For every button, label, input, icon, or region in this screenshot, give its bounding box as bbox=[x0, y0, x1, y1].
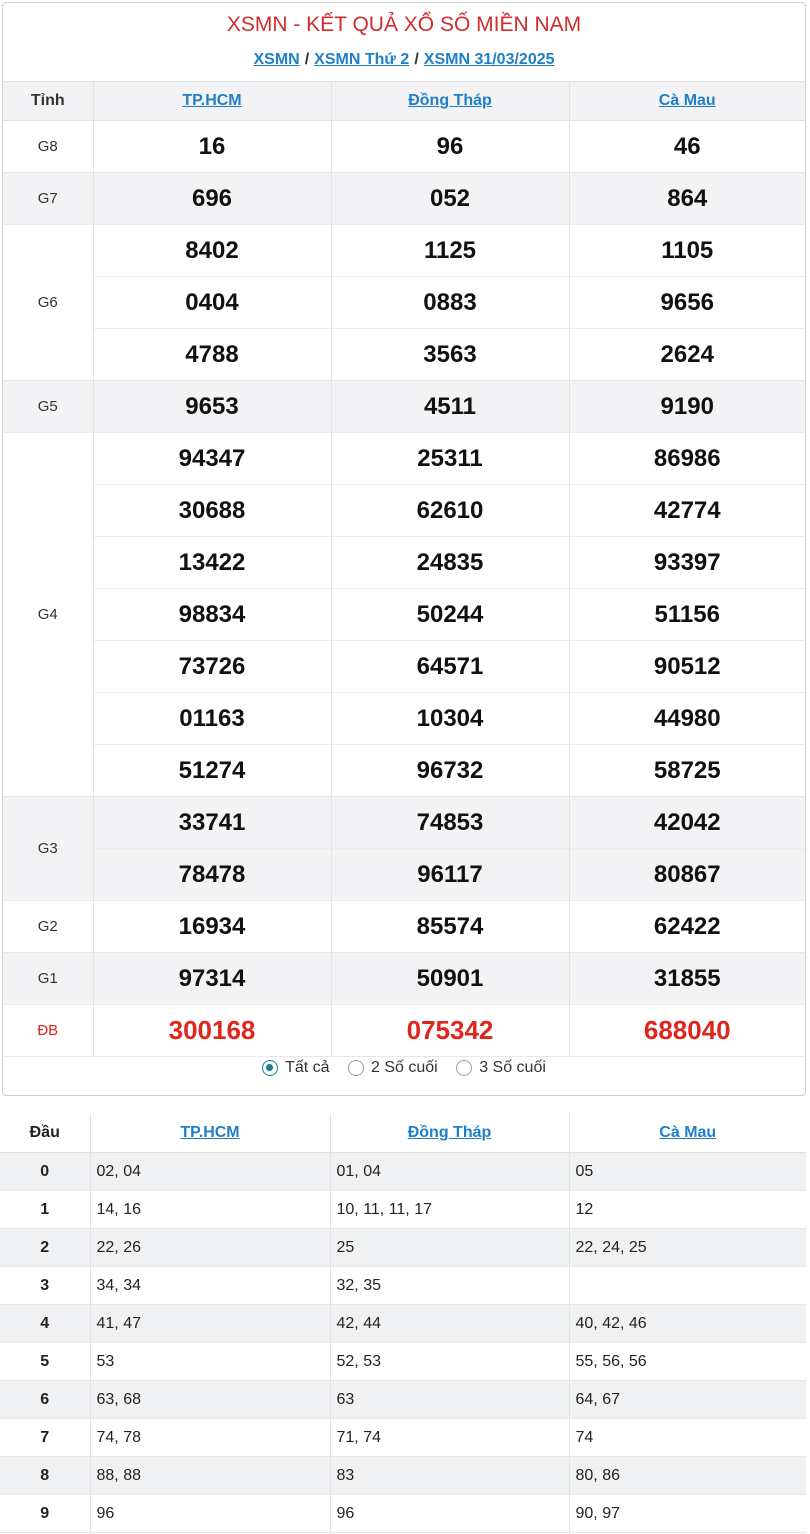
prize-label: G3 bbox=[3, 797, 93, 901]
head-digit: 9 bbox=[0, 1495, 90, 1533]
results-row bbox=[3, 693, 805, 745]
filter-label: 2 Số cuối bbox=[371, 1059, 438, 1076]
head-row bbox=[0, 1191, 806, 1229]
results-row bbox=[3, 1005, 805, 1057]
result-number: 51274 bbox=[93, 745, 331, 797]
result-number: 64571 bbox=[331, 641, 569, 693]
prize-label: G7 bbox=[3, 173, 93, 225]
result-number: 42042 bbox=[569, 797, 805, 849]
results-header-province bbox=[569, 82, 805, 121]
tail-numbers: 88, 88 bbox=[90, 1457, 330, 1495]
head-row bbox=[0, 1229, 806, 1267]
breadcrumb-separator: / bbox=[414, 51, 419, 68]
tail-numbers: 40, 42, 46 bbox=[569, 1305, 806, 1343]
results-row bbox=[3, 121, 805, 173]
tail-numbers: 22, 24, 25 bbox=[569, 1229, 806, 1267]
tail-numbers: 10, 11, 11, 17 bbox=[330, 1191, 569, 1229]
tail-numbers: 63, 68 bbox=[90, 1381, 330, 1419]
heads-header-head: Đầu bbox=[0, 1114, 90, 1153]
heads-body bbox=[0, 1153, 806, 1533]
radio-unchecked-icon[interactable] bbox=[348, 1060, 364, 1076]
result-number: 42774 bbox=[569, 485, 805, 537]
result-number: 0404 bbox=[93, 277, 331, 329]
tail-numbers: 01, 04 bbox=[330, 1153, 569, 1191]
filter-last-2[interactable] bbox=[348, 1059, 438, 1077]
head-row bbox=[0, 1457, 806, 1495]
breadcrumb-separator: / bbox=[304, 51, 310, 68]
head-digit: 7 bbox=[0, 1419, 90, 1457]
result-number: 25311 bbox=[331, 433, 569, 485]
head-row bbox=[0, 1153, 806, 1191]
result-number: 8402 bbox=[93, 225, 331, 277]
results-header-prize: Tỉnh bbox=[3, 82, 93, 121]
result-number: 62610 bbox=[331, 485, 569, 537]
result-number: 2624 bbox=[569, 329, 805, 381]
result-number: 73726 bbox=[93, 641, 331, 693]
tail-numbers: 74 bbox=[569, 1419, 806, 1457]
result-number: 052 bbox=[331, 173, 569, 225]
result-number: 98834 bbox=[93, 589, 331, 641]
result-number: 300168 bbox=[93, 1005, 331, 1057]
head-digit: 8 bbox=[0, 1457, 90, 1495]
results-row bbox=[3, 745, 805, 797]
result-number: 93397 bbox=[569, 537, 805, 589]
head-digit: 1 bbox=[0, 1191, 90, 1229]
result-number: 44980 bbox=[569, 693, 805, 745]
prize-label: G4 bbox=[3, 433, 93, 797]
tail-numbers: 55, 56, 56 bbox=[569, 1343, 806, 1381]
breadcrumb-xsmn-weekday[interactable]: XSMN Thứ 2 bbox=[314, 51, 410, 68]
result-number: 33741 bbox=[93, 797, 331, 849]
results-row bbox=[3, 225, 805, 277]
tail-numbers: 52, 53 bbox=[330, 1343, 569, 1381]
tail-numbers: 96 bbox=[330, 1495, 569, 1533]
results-row bbox=[3, 537, 805, 589]
prize-label: G2 bbox=[3, 901, 93, 953]
result-number: 16934 bbox=[93, 901, 331, 953]
breadcrumb-xsmn[interactable]: XSMN bbox=[253, 51, 300, 68]
filter-all[interactable] bbox=[262, 1059, 329, 1077]
result-number: 9653 bbox=[93, 381, 331, 433]
tail-numbers: 25 bbox=[330, 1229, 569, 1267]
tail-numbers: 34, 34 bbox=[90, 1267, 330, 1305]
result-number: 0883 bbox=[331, 277, 569, 329]
prize-label: G8 bbox=[3, 121, 93, 173]
heads-province-link-ca-mau[interactable]: Cà Mau bbox=[659, 1124, 717, 1141]
head-digit: 2 bbox=[0, 1229, 90, 1267]
head-digit: 5 bbox=[0, 1343, 90, 1381]
result-number: 50901 bbox=[331, 953, 569, 1005]
head-digit: 4 bbox=[0, 1305, 90, 1343]
result-number: 96732 bbox=[331, 745, 569, 797]
results-row bbox=[3, 485, 805, 537]
head-row bbox=[0, 1381, 806, 1419]
results-row bbox=[3, 381, 805, 433]
prize-label: G5 bbox=[3, 381, 93, 433]
head-row bbox=[0, 1343, 806, 1381]
result-number: 80867 bbox=[569, 849, 805, 901]
result-number: 96117 bbox=[331, 849, 569, 901]
result-number: 13422 bbox=[93, 537, 331, 589]
province-link-dong-thap[interactable]: Đồng Tháp bbox=[408, 92, 492, 109]
tail-numbers: 14, 16 bbox=[90, 1191, 330, 1229]
result-number: 97314 bbox=[93, 953, 331, 1005]
prize-label: G6 bbox=[3, 225, 93, 381]
tail-numbers bbox=[569, 1267, 806, 1305]
filter-label: Tất cả bbox=[285, 1059, 330, 1076]
head-row bbox=[0, 1267, 806, 1305]
breadcrumb-xsmn-date[interactable]: XSMN 31/03/2025 bbox=[423, 51, 555, 68]
tail-numbers: 53 bbox=[90, 1343, 330, 1381]
tail-numbers: 71, 74 bbox=[330, 1419, 569, 1457]
prize-label: ĐB bbox=[3, 1005, 93, 1057]
results-header-province bbox=[93, 82, 331, 121]
head-digit: 0 bbox=[0, 1153, 90, 1191]
result-number: 688040 bbox=[569, 1005, 805, 1057]
heads-province-link-dong-thap[interactable]: Đồng Tháp bbox=[407, 1124, 492, 1141]
tail-numbers: 96 bbox=[90, 1495, 330, 1533]
result-number: 78478 bbox=[93, 849, 331, 901]
prize-label: G1 bbox=[3, 953, 93, 1005]
results-row bbox=[3, 641, 805, 693]
result-number: 4788 bbox=[93, 329, 331, 381]
tail-numbers: 41, 47 bbox=[90, 1305, 330, 1343]
result-number: 31855 bbox=[569, 953, 805, 1005]
results-row bbox=[3, 329, 805, 381]
results-row bbox=[3, 797, 805, 849]
tail-numbers: 64, 67 bbox=[569, 1381, 806, 1419]
result-number: 94347 bbox=[93, 433, 331, 485]
tail-numbers: 42, 44 bbox=[330, 1305, 569, 1343]
result-number: 96 bbox=[331, 121, 569, 173]
filter-last-3[interactable] bbox=[456, 1059, 546, 1077]
heads-header-province bbox=[330, 1114, 569, 1153]
head-row bbox=[0, 1495, 806, 1533]
results-row bbox=[3, 433, 805, 485]
tail-numbers: 83 bbox=[330, 1457, 569, 1495]
result-number: 58725 bbox=[569, 745, 805, 797]
results-row bbox=[3, 901, 805, 953]
result-number: 50244 bbox=[331, 589, 569, 641]
results-card bbox=[2, 2, 806, 1096]
tail-numbers: 32, 35 bbox=[330, 1267, 569, 1305]
heads-header-province bbox=[90, 1114, 330, 1153]
result-number: 51156 bbox=[569, 589, 805, 641]
result-number: 16 bbox=[93, 121, 331, 173]
head-digit-table bbox=[0, 1114, 806, 1533]
tail-numbers: 05 bbox=[569, 1153, 806, 1191]
province-link-ca-mau[interactable]: Cà Mau bbox=[658, 92, 716, 109]
tail-numbers: 74, 78 bbox=[90, 1419, 330, 1457]
result-number: 24835 bbox=[331, 537, 569, 589]
result-number: 85574 bbox=[331, 901, 569, 953]
result-number: 3563 bbox=[331, 329, 569, 381]
result-number: 90512 bbox=[569, 641, 805, 693]
radio-checked-icon[interactable] bbox=[262, 1060, 278, 1076]
page-title: XSMN - KẾT QUẢ XỔ SỐ MIỀN NAM bbox=[226, 13, 582, 36]
result-number: 9656 bbox=[569, 277, 805, 329]
result-number: 10304 bbox=[331, 693, 569, 745]
tail-numbers: 02, 04 bbox=[90, 1153, 330, 1191]
result-number: 46 bbox=[569, 121, 805, 173]
result-number: 01163 bbox=[93, 693, 331, 745]
head-row bbox=[0, 1419, 806, 1457]
result-number: 30688 bbox=[93, 485, 331, 537]
result-number: 4511 bbox=[331, 381, 569, 433]
tail-numbers: 90, 97 bbox=[569, 1495, 806, 1533]
radio-unchecked-icon[interactable] bbox=[456, 1060, 472, 1076]
tail-numbers: 12 bbox=[569, 1191, 806, 1229]
results-table bbox=[3, 81, 805, 1057]
breadcrumb bbox=[3, 51, 805, 69]
results-row bbox=[3, 173, 805, 225]
result-number: 62422 bbox=[569, 901, 805, 953]
tail-numbers: 22, 26 bbox=[90, 1229, 330, 1267]
filter-label: 3 Số cuối bbox=[479, 1059, 546, 1076]
tail-numbers: 63 bbox=[330, 1381, 569, 1419]
heads-header-province bbox=[569, 1114, 806, 1153]
result-number: 075342 bbox=[331, 1005, 569, 1057]
results-header-province bbox=[331, 82, 569, 121]
result-number: 74853 bbox=[331, 797, 569, 849]
head-digit: 3 bbox=[0, 1267, 90, 1305]
head-row bbox=[0, 1305, 806, 1343]
province-link-tphcm[interactable]: TP.HCM bbox=[182, 92, 242, 109]
result-number: 864 bbox=[569, 173, 805, 225]
result-number: 9190 bbox=[569, 381, 805, 433]
digit-filter bbox=[3, 1059, 805, 1081]
results-row bbox=[3, 589, 805, 641]
result-number: 86986 bbox=[569, 433, 805, 485]
heads-province-link-tphcm[interactable]: TP.HCM bbox=[180, 1124, 240, 1141]
results-body bbox=[3, 121, 805, 1057]
tail-numbers: 80, 86 bbox=[569, 1457, 806, 1495]
results-row bbox=[3, 277, 805, 329]
results-row bbox=[3, 953, 805, 1005]
result-number: 1125 bbox=[331, 225, 569, 277]
results-row bbox=[3, 849, 805, 901]
result-number: 696 bbox=[93, 173, 331, 225]
result-number: 1105 bbox=[569, 225, 805, 277]
head-digit: 6 bbox=[0, 1381, 90, 1419]
